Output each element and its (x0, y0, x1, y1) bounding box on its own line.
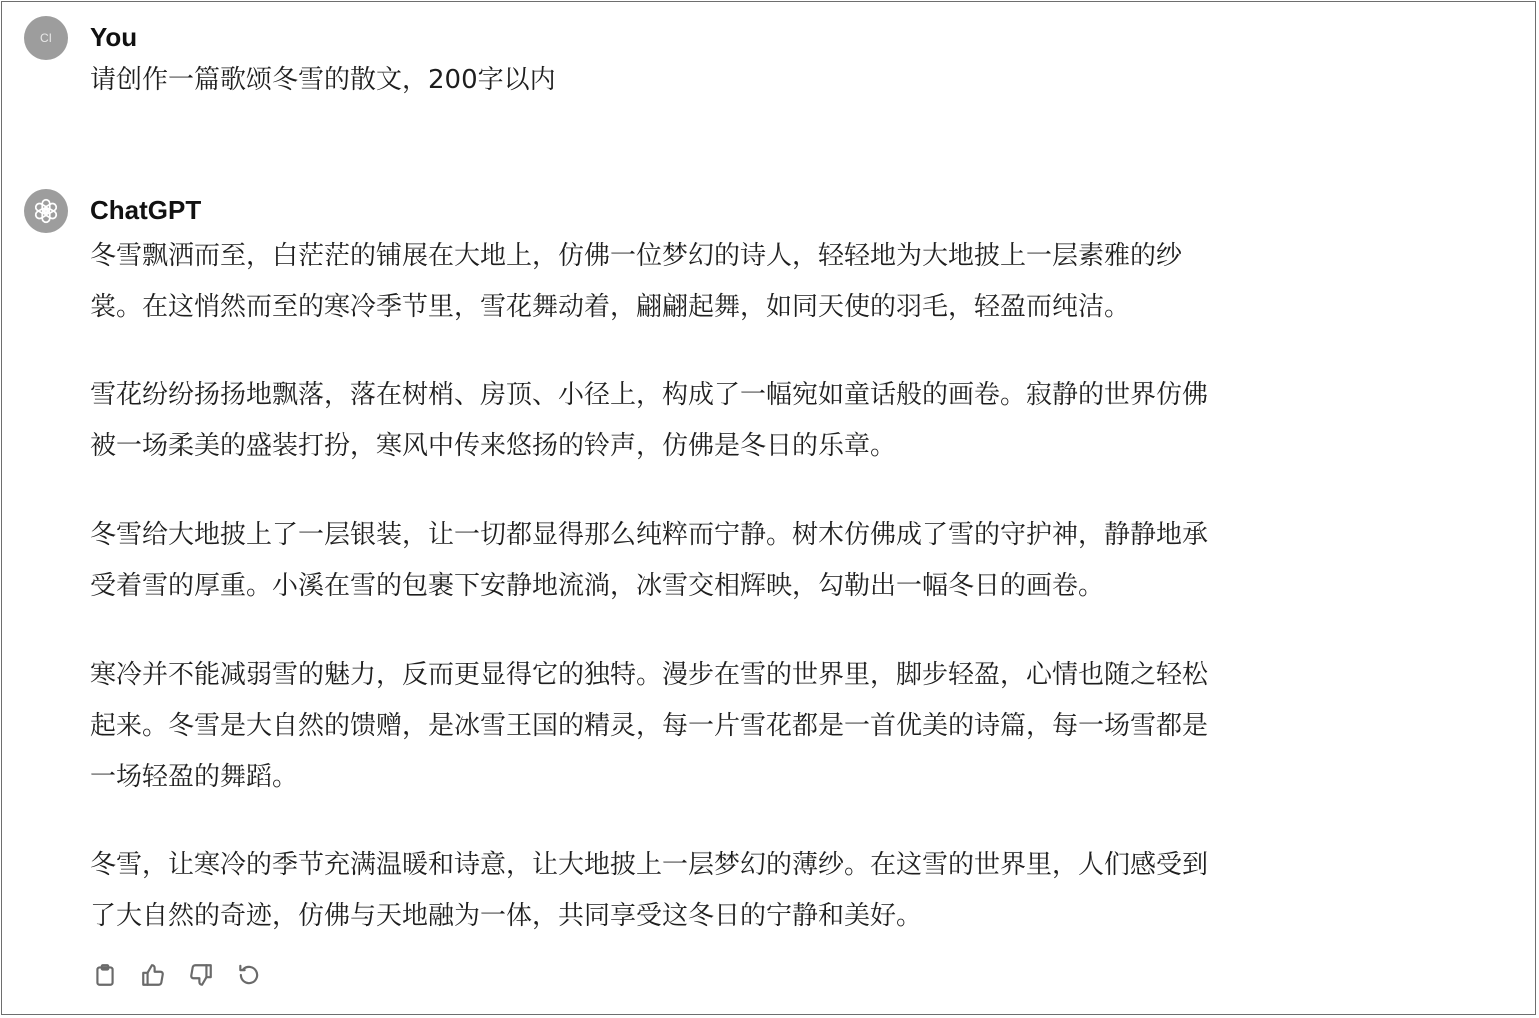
copy-button[interactable] (90, 958, 120, 992)
regenerate-icon (236, 962, 262, 988)
response-line: 起来。冬雪是大自然的馈赠，是冰雪王国的精灵，每一片雪花都是一首优美的诗篇，每一场雪都是 (90, 711, 1209, 741)
thumbs-up-button[interactable] (138, 958, 168, 992)
response-line: 冬雪，让寒冷的季节充满温暖和诗意，让大地披上一层梦幻的薄纱。在这雪的世界里，人们感受到 (90, 850, 1209, 880)
response-line: 一场轻盈的舞蹈。 (90, 762, 299, 792)
response-line: 裳。在这悄然而至的寒冷季节里，雪花舞动着，翩翩起舞，如同天使的羽毛，轻盈而纯洁。 (90, 292, 1131, 322)
response-line: 冬雪给大地披上了一层银装，让一切都显得那么纯粹而宁静。树木仿佛成了雪的守护神，静静地承 (90, 520, 1209, 550)
response-line: 了大自然的奇迹，仿佛与天地融为一体，共同享受这冬日的宁静和美好。 (90, 901, 923, 931)
response-line: 雪花纷纷扬扬地飘落，落在树梢、房顶、小径上，构成了一幅宛如童话般的画卷。寂静的世界仿佛 (90, 380, 1209, 410)
response-line: 寒冷并不能减弱雪的魅力，反而更显得它的独特。漫步在雪的世界里，脚步轻盈，心情也随之轻松 (90, 660, 1209, 690)
response-line: 冬雪飘洒而至，白茫茫的铺展在大地上，仿佛一位梦幻的诗人，轻轻地为大地披上一层素雅的纱 (90, 241, 1183, 271)
response-paragraph-3 (90, 510, 1208, 612)
response-line: 被一场柔美的盛装打扮，寒风中传来悠扬的铃声，仿佛是冬日的乐章。 (90, 431, 897, 461)
openai-logo-icon (31, 196, 61, 226)
thumbs-down-button[interactable] (186, 958, 216, 992)
copy-icon (92, 962, 118, 988)
user-avatar (24, 16, 68, 60)
user-message-text: 请创作一篇歌颂冬雪的散文，200字以内 (90, 65, 556, 95)
response-paragraph-4 (90, 650, 1208, 803)
assistant-author-name: ChatGPT (90, 195, 202, 225)
thumbs-up-icon (140, 962, 166, 988)
chatgpt-avatar (24, 189, 68, 233)
response-paragraph-1 (90, 231, 1182, 333)
response-paragraph-5 (90, 840, 1208, 942)
response-paragraph-2 (90, 370, 1208, 472)
thumbs-down-icon (188, 962, 214, 988)
message-actions (90, 958, 264, 992)
regenerate-button[interactable] (234, 958, 264, 992)
response-line: 受着雪的厚重。小溪在雪的包裹下安静地流淌，冰雪交相辉映，勾勒出一幅冬日的画卷。 (90, 571, 1105, 601)
user-avatar-initials: CI (40, 31, 52, 45)
user-author-name: You (90, 22, 138, 52)
